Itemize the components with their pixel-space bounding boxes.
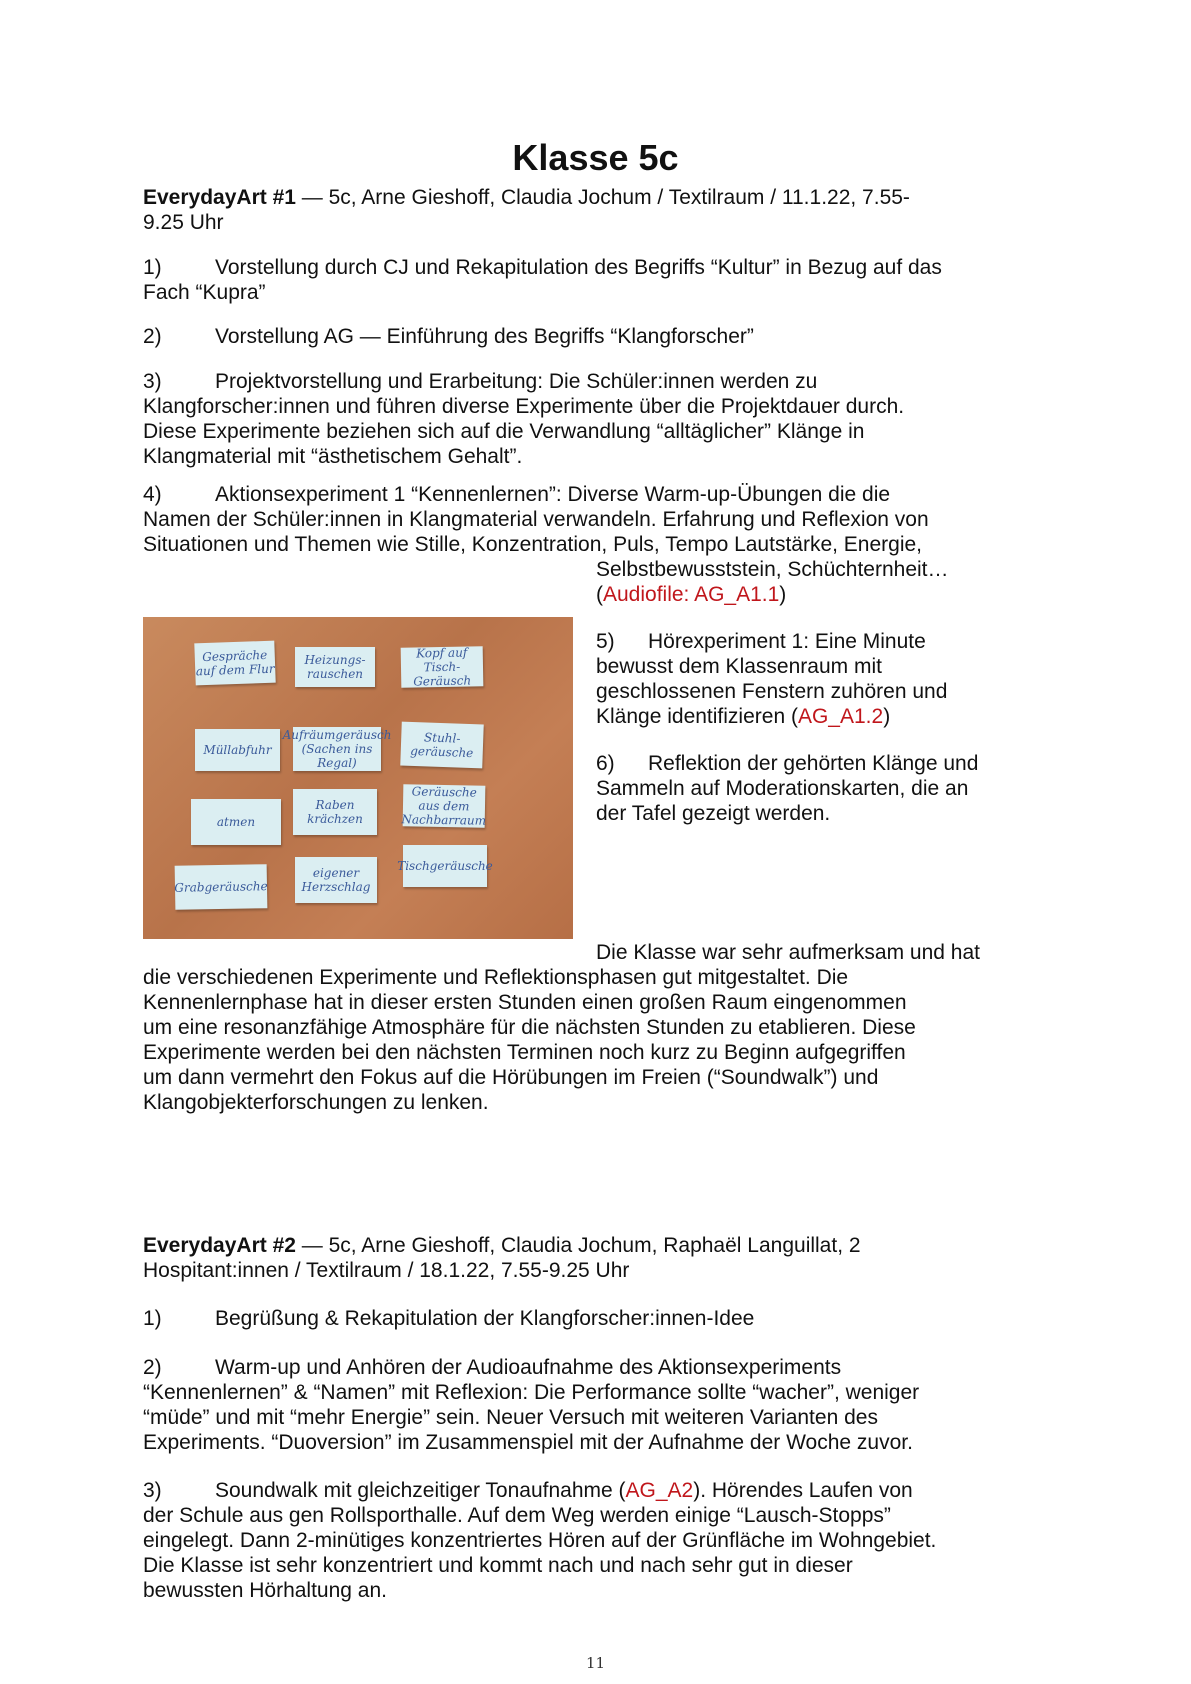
item-number: 1) [143,1307,162,1330]
item-text: Die Klasse ist sehr konzentriert und kommt nach und nach sehr gut in dieser [143,1554,853,1577]
photo-moderation-cards [143,617,573,939]
section2-item1 [143,1306,1063,1331]
section1-item4 [143,482,1063,557]
section1-item3 [143,369,1063,469]
section1-item2 [143,324,1063,349]
page-number: 11 [585,1654,606,1672]
section2-item2 [143,1355,1063,1455]
section1-heading-line2: 9.25 Uhr [143,211,224,234]
item-text: Hörexperiment 1: Eine Minute [648,630,926,653]
item-text: Situationen und Themen wie Stille, Konzentration, Puls, Tempo Lautstärke, Energie, [143,533,923,556]
summary-line: um dann vermehrt den Fokus auf die Hörübungen im Freien (“Soundwalk”) und [143,1066,879,1089]
summary-line: um eine resonanzfähige Atmosphäre für die nächsten Stunden zu etablieren. Diese [143,1016,916,1039]
page-title: Klasse 5c [512,137,679,178]
item-text: der Schule aus gen Rollsporthalle. Auf dem Weg werden einige “Lausch-Stopps” [143,1504,891,1527]
item-text: Klangforscher:innen und führen diverse Experimente über die Projektdauer durch. [143,395,905,418]
section1-heading-bold: EverydayArt #1 [143,186,296,209]
paren-close: ) [779,583,787,606]
item-text: Experiments. “Duoversion” im Zusammenspiel mit der Aufnahme der Woche zuvor. [143,1431,913,1454]
item-text: Fach “Kupra” [143,281,266,304]
item-number: 2) [143,325,162,348]
section1-item1 [143,255,1063,305]
card-text: Aufräumgeräusch (Sachen ins Regal) [282,728,392,770]
item-number: 5) [596,630,615,653]
section1-heading-text: — 5c, Arne Gieshoff, Claudia Jochum / Textilraum / 11.1.22, 7.55- [295,186,910,209]
card-text: Tischgeräusche [403,845,487,887]
item-text: Vorstellung AG — Einführung des Begriffs “Klangforscher” [215,325,754,348]
item-text: Namen der Schüler:innen in Klangmaterial verwandeln. Erfahrung und Reflexion von [143,508,929,531]
card-text: eigener Herzschlag [295,857,377,903]
right-column [596,557,1066,826]
section1-summary [143,940,1063,1115]
summary-line: die verschiedenen Experimente und Reflektionsphasen gut mitgestaltet. Die [143,966,849,989]
card-text: Gespräche auf dem Flur [194,641,275,686]
section2-heading-text: — 5c, Arne Gieshoff, Claudia Jochum, Raphaël Languillat, 2 [295,1234,861,1257]
item-text: “Kennenlernen” & “Namen” mit Reflexion: Die Performance sollte “wacher”, weniger [143,1381,920,1404]
card-text: Heizungs-rauschen [295,647,375,687]
audiofile-link[interactable]: AG_A2 [625,1479,694,1502]
card-text: Kopf auf Tisch-Geräusch [401,646,484,687]
item-number: 2) [143,1356,162,1379]
paren-close: ) [883,705,891,728]
summary-line: Die Klasse war sehr aufmerksam und hat [596,941,980,964]
item-text: bewusst dem Klassenraum mit [596,655,882,678]
card-text: Raben krächzen [293,789,377,835]
item-text: Aktionsexperiment 1 “Kennenlernen”: Diverse Warm-up-Übungen die die [215,483,891,506]
summary-line: Kennenlernphase hat in dieser ersten Stunden einen großen Raum eingenommen [143,991,907,1014]
item-text: Warm-up und Anhören der Audioaufnahme des Aktionsexperiments [215,1356,842,1379]
card-text: Müllabfuhr [195,729,280,771]
section2-item3 [143,1478,1063,1603]
card-text: Grabgeräusche [175,864,268,910]
item-text: Soundwalk mit gleichzeitiger Tonaufnahme ( [215,1479,626,1502]
section1-heading [143,185,1063,235]
card-text: Geräusche aus dem Nachbarraum [401,784,487,828]
section2-heading-line2: Hospitant:innen / Textilraum / 18.1.22, 7.55-9.25 Uhr [143,1259,630,1282]
item-text: Reflektion der gehörten Klänge und [648,752,979,775]
item-text: eingelegt. Dann 2-minütiges konzentriertes Hören auf der Grünfläche im Wohngebiet. [143,1529,937,1552]
card-text: atmen [191,799,281,845]
item-text: Vorstellung durch CJ und Rekapitulation des Begriffs “Kultur” in Bezug auf das [215,256,942,279]
item-number: 3) [143,370,162,393]
item-text: Selbstbewusststein, Schüchternheit… [596,558,949,581]
item-text: Projektvorstellung und Erarbeitung: Die Schüler:innen werden zu [215,370,818,393]
summary-line: Experimente werden bei den nächsten Terminen noch kurz zu Beginn aufgegriffen [143,1041,906,1064]
item-text: geschlossenen Fenstern zuhören und [596,680,948,703]
summary-line: Klangobjekterforschungen zu lenken. [143,1091,489,1114]
item-number: 6) [596,752,615,775]
item-number: 1) [143,256,162,279]
item-text: Begrüßung & Rekapitulation der Klangforscher:innen-Idee [215,1307,755,1330]
item-number: 4) [143,483,162,506]
card-text: Stuhl-geräusche [400,722,483,769]
audiofile-link[interactable]: Audiofile: AG_A1.1 [603,583,780,606]
item-text: der Tafel gezeigt werden. [596,802,831,825]
item-text: bewussten Hörhaltung an. [143,1579,387,1602]
item-number: 3) [143,1479,162,1502]
audiofile-link[interactable]: AG_A1.2 [797,705,884,728]
item-text: Klänge identifizieren ( [596,705,798,728]
section2-heading [143,1233,1063,1283]
item-text: Klangmaterial mit “ästhetischem Gehalt”. [143,445,523,468]
item-text: Diese Experimente beziehen sich auf die Verwandlung “alltäglicher” Klänge in [143,420,865,443]
section2-heading-bold: EverydayArt #2 [143,1234,296,1257]
paren-open: ( [596,583,603,606]
item-text: “müde” und mit “mehr Energie” sein. Neuer Versuch mit weiteren Varianten des [143,1406,878,1429]
item-text: Sammeln auf Moderationskarten, die an [596,777,969,800]
item-text: ). Hörendes Laufen von [693,1479,913,1502]
